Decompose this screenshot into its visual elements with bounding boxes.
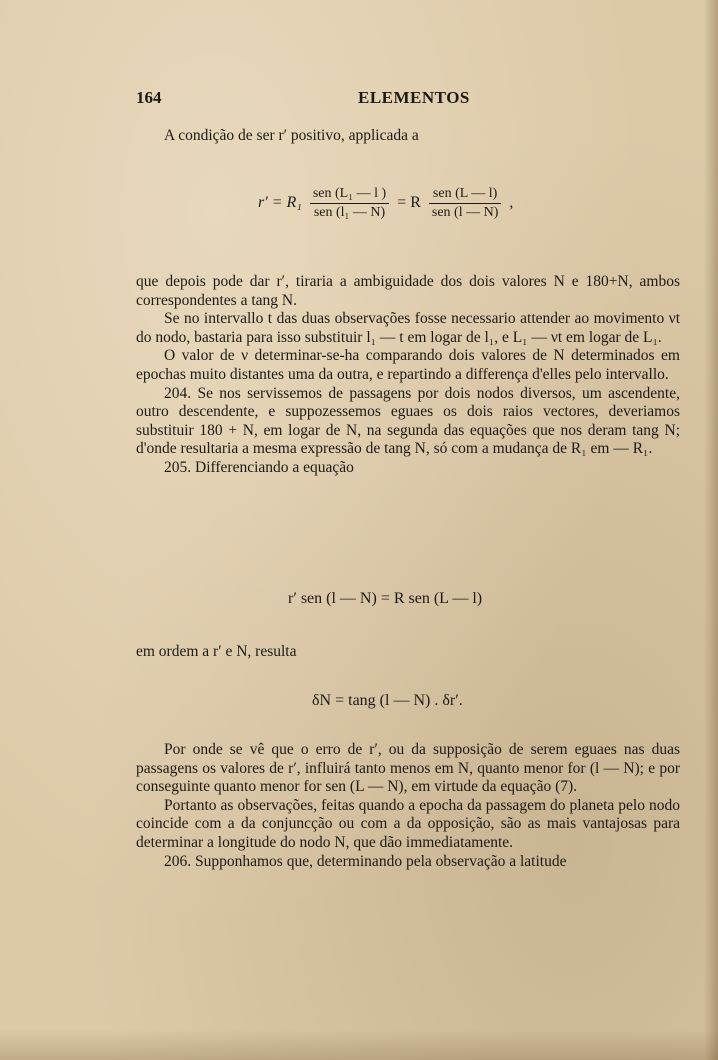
page-header bbox=[0, 88, 718, 112]
eq1-lhs: r′ = R₁ bbox=[258, 194, 302, 212]
page-number: 164 bbox=[136, 88, 162, 107]
paragraph-204: 204. Se nos servissemos de passagens por dois nodos diversos, um ascendente, outro descendente, e suppozessemos eguaes os dois raios vectores, deveriamos substituir 180 + N, em logar de N, na segunda das equações que nos deram tang N; d'onde resultaria a mesma expressão de tang N, só com a mudança de R₁ em — R₁. bbox=[136, 384, 680, 458]
paragraph-3: O valor de ν determinar-se-ha comparando dois valores de N determinados em epochas muito distantes uma da outra, e repartindo a differença d'elles pelo intervallo. bbox=[136, 347, 680, 383]
equation-r-prime bbox=[258, 186, 513, 221]
eq1-frac2-numerator: sen (L — l) bbox=[429, 186, 502, 204]
running-head: ELEMENTOS bbox=[358, 88, 470, 107]
paragraph-205: 205. Differenciando a equação bbox=[164, 458, 354, 476]
eq1-end: , bbox=[509, 194, 514, 212]
eq1-frac1-denominator: sen (l₁ — N) bbox=[313, 205, 386, 220]
paragraph-portanto: Portanto as observações, feitas quando a epocha da passagem do planeta pelo nodo coincide com a da conjuncção ou com a da opposição, são as mais vantajosas para determinar a longitude do nodo N, que dão immediatamente. bbox=[136, 796, 680, 851]
eq1-frac2-denominator: sen (l — N) bbox=[431, 205, 499, 220]
body-block-1 bbox=[136, 273, 680, 478]
paragraph-resulta: em ordem a r′ e N, resulta bbox=[136, 643, 297, 660]
eq3-text: δN = tang (l — N) . δr′. bbox=[312, 692, 463, 709]
page-edge-shadow bbox=[704, 0, 718, 1060]
eq1-fraction-2 bbox=[429, 186, 502, 221]
paragraph-1: que depois pode dar r′, tiraria a ambiguidade dos dois valores N e 180+N, ambos correspondentes a tang N. bbox=[136, 273, 680, 309]
equation-delta-n bbox=[312, 692, 463, 710]
eq1-frac1-numerator: sen (L₁ — l ) bbox=[310, 186, 389, 204]
body-block-2 bbox=[136, 643, 680, 662]
intro-paragraph bbox=[136, 127, 680, 146]
paragraph-206: 206. Supponhamos que, determinando pela observação a latitude bbox=[164, 852, 567, 870]
page-bottom-shadow bbox=[0, 1030, 718, 1060]
eq1-middle: = R bbox=[397, 194, 421, 212]
intro-text: A condição de ser r′ positivo, applicada a bbox=[164, 127, 419, 144]
eq1-fraction-1 bbox=[310, 186, 389, 221]
equation-sen bbox=[288, 590, 482, 608]
paragraph-por-onde: Por onde se vê que o erro de r′, ou da supposição de serem eguaes nas duas passagens os valores de r′, influirá tanto menos em N, quanto menor for (l — N); e por conseguinte quanto menor for sen (L — N), em virtude da equação (7). bbox=[136, 741, 680, 796]
eq2-text: r′ sen (l — N) = R sen (L — l) bbox=[288, 590, 483, 607]
body-block-3 bbox=[136, 741, 680, 871]
paragraph-2: Se no intervallo t das duas observações fosse necessario attender ao movimento νt do nodo, bastaria para isso substituir l₁ — t em logar de l₁, e L₁ — νt em logar de L₁. bbox=[136, 310, 680, 346]
